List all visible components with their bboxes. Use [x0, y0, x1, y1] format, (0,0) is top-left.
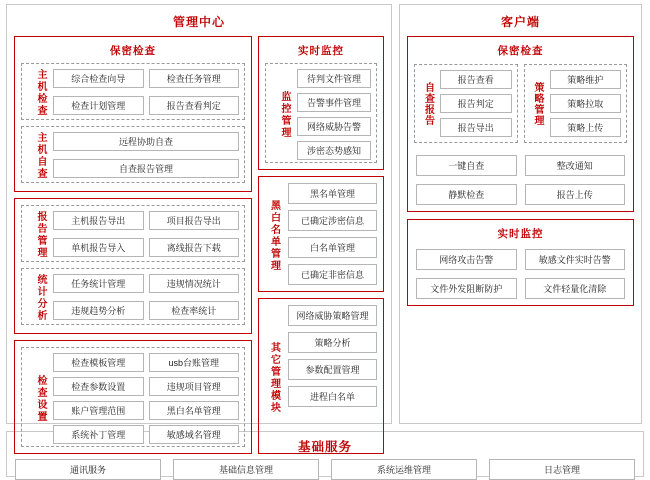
- list-item[interactable]: 项目报告导出: [149, 211, 240, 230]
- group-other-modules: [258, 298, 384, 454]
- report-manage-items: [53, 211, 239, 259]
- list-item[interactable]: 综合检查向导: [53, 69, 144, 88]
- group-title-realtime-monitor: 实时监控: [298, 45, 344, 57]
- list-item[interactable]: 任务统计管理: [53, 274, 144, 293]
- subgroup-label-report-manage: 报告管理: [35, 211, 46, 259]
- list-item[interactable]: 策略维护: [550, 70, 622, 89]
- panel-client: [399, 4, 642, 424]
- list-item[interactable]: 检查参数设置: [53, 377, 144, 396]
- client-plain-items: [414, 153, 627, 205]
- subgroup-label-host-check: 主机检查: [35, 69, 46, 117]
- other-modules-items: [288, 305, 377, 451]
- list-item[interactable]: 基础信息管理: [173, 459, 319, 480]
- subgroup-label-stat-analysis: 统计分析: [35, 274, 46, 322]
- list-item[interactable]: 检查率统计: [149, 301, 240, 320]
- list-item[interactable]: 网络威胁策略管理: [288, 305, 377, 326]
- list-item[interactable]: 检查模板管理: [53, 353, 144, 372]
- subgroup-monitor-manage: [265, 63, 377, 163]
- list-item[interactable]: 涉密态势感知: [297, 141, 371, 160]
- subgroup-self-report: [414, 64, 518, 143]
- list-item[interactable]: 违规趋势分析: [53, 301, 144, 320]
- list-item[interactable]: 检查计划管理: [53, 96, 144, 115]
- subgroup-report-manage: [21, 205, 245, 262]
- list-item[interactable]: 一键自查: [416, 155, 517, 176]
- list-item[interactable]: 静默检查: [416, 184, 517, 205]
- list-item[interactable]: 告警事件管理: [297, 93, 371, 112]
- list-item[interactable]: 策略拉取: [550, 94, 622, 113]
- subgroup-policy-manage: [524, 64, 628, 143]
- list-item[interactable]: 报告查看判定: [149, 96, 240, 115]
- group-realtime-monitor: [258, 36, 384, 170]
- list-item[interactable]: 策略上传: [550, 118, 622, 137]
- list-item[interactable]: 网络威胁告警: [297, 117, 371, 136]
- management-realtime-monitor-column: [258, 36, 384, 454]
- list-item[interactable]: 黑白名单管理: [149, 401, 240, 420]
- subgroup-label-self-report: 自查报告: [422, 81, 434, 126]
- list-item[interactable]: 进程白名单: [288, 386, 377, 407]
- group-report-and-stats: [14, 198, 252, 334]
- list-item[interactable]: 账户管理范围: [53, 401, 144, 420]
- group-blackwhite-manage: [258, 176, 384, 292]
- self-report-items: [440, 70, 512, 137]
- list-item[interactable]: 已确定涉密信息: [288, 210, 377, 231]
- panel-title-client: 客户端: [500, 15, 540, 29]
- base-service-items: [15, 459, 635, 480]
- list-item[interactable]: 离线报告下载: [149, 238, 240, 257]
- list-item[interactable]: 策略分析: [288, 332, 377, 353]
- list-item[interactable]: 单机报告导入: [53, 238, 144, 257]
- list-item[interactable]: 违规情况统计: [149, 274, 240, 293]
- group-label-other-modules: 其它管理模块: [268, 342, 280, 414]
- host-check-items: [53, 69, 239, 117]
- group-title-client-secrecy-check: 保密检查: [497, 45, 544, 57]
- list-item[interactable]: 报告判定: [440, 94, 512, 113]
- subgroup-label-check-settings: 检查设置: [35, 374, 46, 423]
- list-item[interactable]: 主机报告导出: [53, 211, 144, 230]
- group-client-realtime-monitor: [407, 219, 634, 306]
- list-item[interactable]: 日志管理: [489, 459, 635, 480]
- panel-management-center: [6, 4, 392, 440]
- subgroup-label-policy-manage: 策略管理: [532, 81, 543, 126]
- list-item[interactable]: 自查报告管理: [53, 159, 239, 178]
- list-item[interactable]: 通讯服务: [15, 459, 161, 480]
- list-item[interactable]: 文件外发阻断防护: [416, 278, 517, 299]
- list-item[interactable]: 远程协助自查: [53, 132, 239, 151]
- panel-title-management: 管理中心: [172, 15, 225, 29]
- list-item[interactable]: 敏感域名管理: [149, 425, 240, 444]
- subgroup-label-host-self-check: 主机自查: [35, 132, 46, 180]
- management-secrecy-check-column: [14, 36, 252, 454]
- host-self-check-items: [53, 132, 239, 180]
- list-item[interactable]: 网络攻击告警: [416, 249, 517, 270]
- check-settings-items: [53, 353, 239, 444]
- list-item[interactable]: 文件轻量化清除: [525, 278, 626, 299]
- policy-manage-items: [550, 70, 622, 137]
- list-item[interactable]: 报告查看: [440, 70, 512, 89]
- group-secrecy-check: [14, 36, 252, 192]
- monitor-manage-items: [297, 69, 371, 160]
- subgroup-host-check: [21, 63, 245, 120]
- group-label-blackwhite-manage: 黑白名单管理: [268, 200, 280, 272]
- list-item[interactable]: 敏感文件实时告警: [525, 249, 626, 270]
- group-client-secrecy-check: [407, 36, 634, 212]
- group-title-secrecy-check: 保密检查: [110, 45, 156, 57]
- list-item[interactable]: 整改通知: [525, 155, 626, 176]
- list-item[interactable]: 违规项目管理: [149, 377, 240, 396]
- list-item[interactable]: 已确定非密信息: [288, 264, 377, 285]
- list-item[interactable]: 系统补丁管理: [53, 425, 144, 444]
- list-item[interactable]: 白名单管理: [288, 237, 377, 258]
- subgroup-host-self-check: [21, 126, 245, 183]
- main-columns: [6, 4, 644, 440]
- client-monitor-items: [414, 247, 627, 299]
- list-item[interactable]: 待判文件管理: [297, 69, 371, 88]
- management-columns: [14, 36, 384, 454]
- list-item[interactable]: 黑名单管理: [288, 183, 377, 204]
- subgroup-check-settings: [21, 347, 245, 447]
- client-pair-row: [414, 64, 627, 143]
- list-item[interactable]: 报告导出: [440, 118, 512, 137]
- list-item[interactable]: 检查任务管理: [149, 69, 240, 88]
- subgroup-label-monitor-manage: 监控管理: [279, 90, 290, 139]
- group-check-settings: [14, 340, 252, 454]
- list-item[interactable]: 报告上传: [525, 184, 626, 205]
- subgroup-stat-analysis: [21, 268, 245, 325]
- list-item[interactable]: 系统运维管理: [331, 459, 477, 480]
- list-item[interactable]: usb台账管理: [149, 353, 240, 372]
- stat-analysis-items: [53, 274, 239, 322]
- panel-title-base-service: 基础服务: [297, 440, 352, 454]
- blackwhite-items: [288, 183, 377, 289]
- list-item[interactable]: 参数配置管理: [288, 359, 377, 380]
- group-title-client-realtime-monitor: 实时监控: [497, 228, 544, 240]
